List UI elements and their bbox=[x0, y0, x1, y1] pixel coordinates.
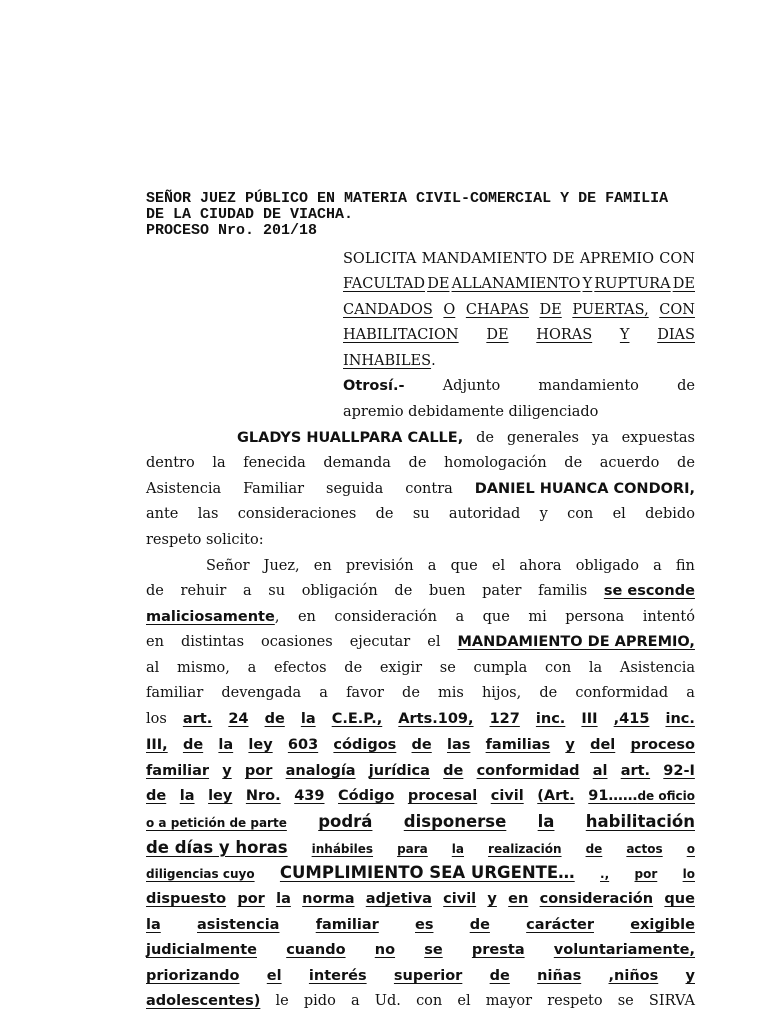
summary-line-2: FACULTAD DE ALLANAMIENTO Y RUPTURA DE bbox=[343, 276, 695, 292]
body-line-22: priorizando el interés superior de niñas ,niños y bbox=[146, 968, 695, 984]
summary-line-4: HABILITACION DE HORAS Y DIAS bbox=[343, 327, 695, 343]
otrosi-line-1: Otrosí.- Adjunto mandamiento de bbox=[343, 375, 695, 397]
otrosi-line-2: apremio debidamente diligenciado bbox=[343, 404, 599, 420]
body-line-5: respeto solicito: bbox=[146, 532, 264, 548]
urgent-emphasis: CUMPLIMIENTO SEA URGENTE… bbox=[279, 863, 575, 882]
body-line-4: ante las consideraciones de su autoridad y con el debido bbox=[146, 506, 695, 522]
body-line-12: los art. 24 de la C.E.P., Arts.109, 127 inc. III ,415 inc. bbox=[146, 711, 695, 727]
body-line-14: familiar y por analogía jurídica de conformidad al art. 92-I bbox=[146, 763, 695, 779]
body-line-9: en distintas ocasiones ejecutar el MANDAMIENTO DE APREMIO, bbox=[146, 634, 695, 650]
court-address-line-1: SEÑOR JUEZ PÚBLICO EN MATERIA CIVIL-COMERCIAL Y DE FAMILIA bbox=[146, 190, 669, 207]
body-line-3: Asistencia Familiar seguida contra DANIEL HUANCA CONDORI, bbox=[146, 478, 695, 500]
body-line-7: de rehuir a su obligación de buen pater familis se esconde bbox=[146, 583, 695, 599]
process-number: PROCESO Nro. 201/18 bbox=[146, 222, 318, 239]
body-line-23: adolescentes) le pido a Ud. con el mayor respeto se SIRVA bbox=[146, 993, 695, 1009]
body-line-13: III, de la ley 603 códigos de las familias y del proceso bbox=[146, 737, 695, 753]
body-line-21: judicialmente cuando no se presta voluntariamente, bbox=[146, 942, 695, 958]
body-line-19: dispuesto por la norma adjetiva civil y en consideración que bbox=[146, 891, 695, 907]
body-line-17: de días y horas inhábiles para la realización de actos o bbox=[146, 838, 695, 857]
body-line-1: GLADYS HUALLPARA CALLE, de generales ya expuestas bbox=[237, 427, 695, 449]
summary-line-1: SOLICITA MANDAMIENTO DE APREMIO CON bbox=[343, 251, 695, 267]
body-line-11: familiar devengada a favor de mis hijos, de conformidad a bbox=[146, 685, 695, 701]
summary-line-5: INHABILES . bbox=[343, 353, 436, 369]
petitioner-name: GLADYS HUALLPARA CALLE, bbox=[237, 430, 464, 446]
respondent-name: DANIEL HUANCA CONDORI, bbox=[474, 481, 695, 497]
body-line-6: Señor Juez, en previsión a que el ahora obligado a fin bbox=[206, 558, 695, 574]
otrosi-label: Otrosí.- bbox=[343, 378, 405, 394]
body-line-10: al mismo, a efectos de exigir se cumpla con la Asistencia bbox=[146, 660, 695, 676]
body-line-15: de la ley Nro. 439 Código procesal civil (Art. 91……de oficio bbox=[146, 788, 695, 804]
body-line-20: la asistencia familiar es de carácter exigible bbox=[146, 917, 695, 933]
body-line-16: o a petición de parte podrá disponerse la habilitación bbox=[146, 812, 695, 831]
body-line-8: maliciosamente, en consideración a que mi persona intentó bbox=[146, 609, 695, 625]
summary-line-3: CANDADOS O CHAPAS DE PUERTAS, CON bbox=[343, 302, 695, 318]
body-line-18: diligencias cuyo CUMPLIMIENTO SEA URGENTE… ., por lo bbox=[146, 863, 695, 882]
court-address-line-2: DE LA CIUDAD DE VIACHA. bbox=[146, 206, 354, 223]
body-line-2: dentro la fenecida demanda de homologación de acuerdo de bbox=[146, 455, 695, 471]
